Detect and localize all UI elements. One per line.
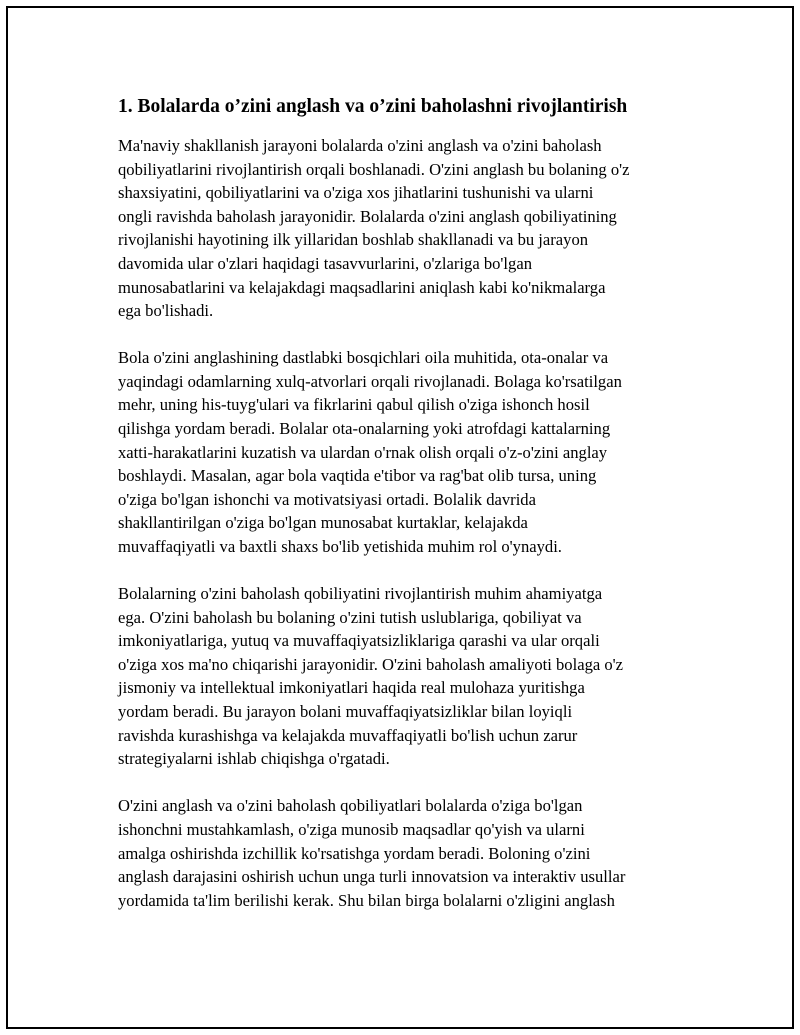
paragraph-line: mehr, uning his-tuyg'ulari va fikrlarini qabul qilish o'ziga ishonch hosil	[118, 395, 590, 415]
paragraph-3	[118, 582, 688, 771]
paragraph-line: ega. O'zini baholash bu bolaning o'zini tutish uslublariga, qobiliyat va	[118, 607, 582, 627]
paragraph-line: o'ziga bo'lgan ishonchi va motivatsiyasi ortadi. Bolalik davrida	[118, 489, 536, 509]
paragraph-line: yordam beradi. Bu jarayon bolani muvaffaqiyatsizliklar bilan loyiqli	[118, 702, 573, 722]
paragraph-line: muvaffaqiyatli va baxtli shaxs bo'lib yetishida muhim rol o'ynaydi.	[118, 537, 562, 556]
paragraph-line: davomida ular o'zlari haqidagi tasavvurlarini, o'zlariga bo'lgan	[118, 253, 532, 273]
paragraph-line: yaqindagi odamlarning xulq-atvorlari orqali rivojlanadi. Bolaga ko'rsatilgan	[118, 371, 622, 391]
paragraph-line: jismoniy va intellektual imkoniyatlari haqida real mulohaza yuritishga	[118, 678, 585, 698]
paragraph-line: o'ziga xos ma'no chiqarishi jarayonidir. O'zini baholash amaliyoti bolaga o'z	[118, 654, 624, 674]
paragraph-line: ravishda kurashishga va kelajakda muvaffaqiyatli bo'lish uchun zarur	[118, 725, 578, 745]
paragraph-line: boshlaydi. Masalan, agar bola vaqtida e'tibor va rag'bat olib tursa, uning	[118, 466, 597, 486]
paragraph-line: shaxsiyatini, qobiliyatlarini va o'ziga xos jihatlarini tushunishi va ularni	[118, 183, 594, 203]
paragraph-line: qilishga yordam beradi. Bolalar ota-onalarning yoki atrofdagi kattalarning	[118, 419, 611, 439]
paragraph-line: rivojlanishi hayotining ilk yillaridan boshlab shakllanadi va bu jarayon	[118, 230, 589, 250]
paragraph-line: yordamida ta'lim berilishi kerak. Shu bilan birga bolalarni o'zligini anglash	[118, 890, 615, 910]
section-heading: 1. Bolalarda o’zini anglash va o’zini baholashni rivojlantirish	[118, 96, 628, 117]
paragraph-line: Ma'naviy shakllanish jarayoni bolalarda o'zini anglash va o'zini baholash	[118, 136, 602, 155]
paragraph-line: Bola o'zini anglashining dastlabki bosqichlari oila muhitida, ota-onalar va	[118, 348, 609, 368]
paragraph-line: munosabatlarini va kelajakdagi maqsadlarini aniqlash kabi ko'nikmalarga	[118, 277, 606, 297]
paragraph-line: imkoniyatlariga, yutuq va muvaffaqiyatsizliklariga qarashi va ular orqali	[118, 631, 600, 651]
paragraph-2	[118, 346, 688, 558]
paragraph-4	[118, 794, 688, 912]
paragraph-line: ongli ravishda baholash jarayonidir. Bolalarda o'zini anglash qobiliyatining	[118, 206, 617, 226]
paragraph-line: strategiyalarni ishlab chiqishga o'rgatadi.	[118, 749, 390, 769]
paragraph-line: Bolalarning o'zini baholash qobiliyatini rivojlantirish muhim ahamiyatga	[118, 584, 603, 604]
paragraph-line: anglash darajasini oshirish uchun unga turli innovatsion va interaktiv usullar	[118, 867, 626, 887]
paragraph-line: xatti-harakatlarini kuzatish va ulardan o'rnak olish orqali o'z-o'zini anglay	[118, 442, 608, 462]
paragraph-line: ishonchni mustahkamlash, o'ziga munosib maqsadlar qo'yish va ularni	[118, 819, 585, 839]
paragraph-1	[118, 134, 688, 323]
paragraph-line: amalga oshirishda izchillik ko'rsatishga yordam beradi. Boloning o'zini	[118, 843, 591, 863]
paragraph-line: qobiliyatlarini rivojlantirish orqali boshlanadi. O'zini anglash bu bolaning o'z	[118, 159, 630, 179]
paragraph-line: ega bo'lishadi.	[118, 301, 214, 321]
paragraph-line: shakllantirilgan o'ziga bo'lgan munosabat kurtaklar, kelajakda	[118, 513, 528, 533]
paragraph-line: O'zini anglash va o'zini baholash qobiliyatlari bolalarda o'ziga bo'lgan	[118, 796, 583, 816]
document-body	[118, 94, 688, 936]
